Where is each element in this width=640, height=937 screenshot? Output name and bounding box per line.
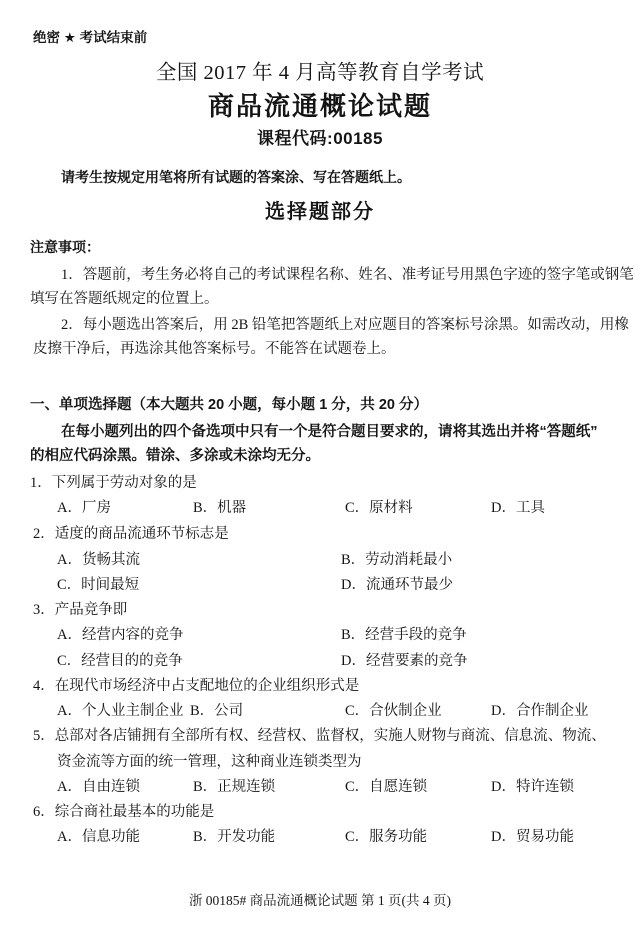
- question-3-stem: 3．产品竞争即: [33, 602, 128, 618]
- question-2-option-d: D．流通环节最少: [341, 577, 453, 593]
- notes-title: 注意事项：: [30, 239, 100, 255]
- note-2-line-1: 2．每小题选出答案后，用 2B 铅笔把答题纸上对应题目的答案标号涂黑。如需改动，用橡: [61, 317, 629, 333]
- question-5-stem-line-1: 5．总部对各店铺拥有全部所有权、经营权、监督权，实施人财物与商流、信息流、物流、: [33, 728, 606, 744]
- question-2-option-a: A．货畅其流: [57, 552, 140, 568]
- question-4-options: [0, 699, 640, 719]
- question-6-option-d: D．贸易功能: [491, 829, 574, 845]
- question-4-stem: 4．在现代市场经济中占支配地位的企业组织形式是: [33, 678, 360, 694]
- section-heading: 一、单项选择题（本大题共 20 小题，每小题 1 分，共 20 分）: [30, 397, 428, 413]
- question-4-option-a: A．个人业主制企业: [57, 703, 184, 719]
- question-3-option-d: D．经营要素的竞争: [341, 653, 468, 669]
- question-3-option-b: B．经营手段的竞争: [341, 627, 467, 643]
- question-5-option-a: A．自由连锁: [57, 779, 140, 795]
- section-instruction-line-1: 在每小题列出的四个备选项中只有一个是符合题目要求的，请将其选出并将“答题纸”: [61, 424, 598, 440]
- question-4-option-b: B．公司: [190, 703, 244, 719]
- question-2-option-c: C．时间最短: [57, 577, 140, 593]
- course-code: 课程代码:00185: [257, 129, 383, 148]
- question-1-options: [0, 496, 640, 516]
- question-2-options-row-2: [0, 573, 640, 593]
- section-instruction-line-2: 的相应代码涂黑。错涂、多涂或未涂均无分。: [30, 448, 320, 464]
- note-1-line-1: 1．答题前，考生务必将自己的考试课程名称、姓名、准考证号用黑色字迹的签字笔或钢笔: [61, 267, 634, 283]
- question-4-option-c: C．合伙制企业: [345, 703, 442, 719]
- question-2-option-b: B．劳动消耗最小: [341, 552, 453, 568]
- question-5-option-d: D．特许连锁: [491, 779, 574, 795]
- question-1-option-a: A．厂房: [57, 500, 111, 516]
- question-1-option-d: D．工具: [491, 500, 545, 516]
- question-1-stem: 1．下列属于劳动对象的是: [30, 475, 197, 491]
- question-5-option-c: C．自愿连锁: [345, 779, 428, 795]
- question-1-option-b: B．机器: [193, 500, 247, 516]
- question-6-stem: 6．综合商社最基本的功能是: [33, 804, 215, 820]
- question-1-option-c: C．原材料: [345, 500, 413, 516]
- exam-session-title: 全国 2017 年 4 月高等教育自学考试: [155, 62, 485, 84]
- question-6-options: [0, 825, 640, 845]
- question-3-options-row-2: [0, 649, 640, 669]
- question-3-option-c: C．经营目的的竞争: [57, 653, 183, 669]
- pen-instruction: 请考生按规定用笔将所有试题的答案涂、写在答题纸上。: [61, 169, 411, 185]
- question-6-option-b: B．开发功能: [193, 829, 276, 845]
- paper-title: 商品流通概论试题: [207, 91, 432, 121]
- question-5-options: [0, 775, 640, 795]
- question-6-option-a: A．信息功能: [57, 829, 140, 845]
- note-2-line-2: 皮擦干净后，再选涂其他答案标号。不能答在试题卷上。: [33, 341, 396, 357]
- question-6-option-c: C．服务功能: [345, 829, 428, 845]
- question-5-option-b: B．正规连锁: [193, 779, 276, 795]
- question-2-options-row-1: [0, 548, 640, 568]
- section-title: 选择题部分: [265, 201, 375, 223]
- question-5-stem-line-2: 资金流等方面的统一管理，这种商业连锁类型为: [57, 754, 362, 770]
- secrecy-notice: 绝密 ★ 考试结束前: [33, 30, 148, 45]
- page-footer: 浙 00185# 商品流通概论试题 第 1 页(共 4 页): [188, 893, 452, 908]
- question-2-stem: 2．适度的商品流通环节标志是: [33, 526, 229, 542]
- question-4-option-d: D．合作制企业: [491, 703, 589, 719]
- note-1-line-2: 填写在答题纸规定的位置上。: [30, 291, 219, 307]
- question-3-options-row-1: [0, 623, 640, 643]
- question-3-option-a: A．经营内容的竞争: [57, 627, 184, 643]
